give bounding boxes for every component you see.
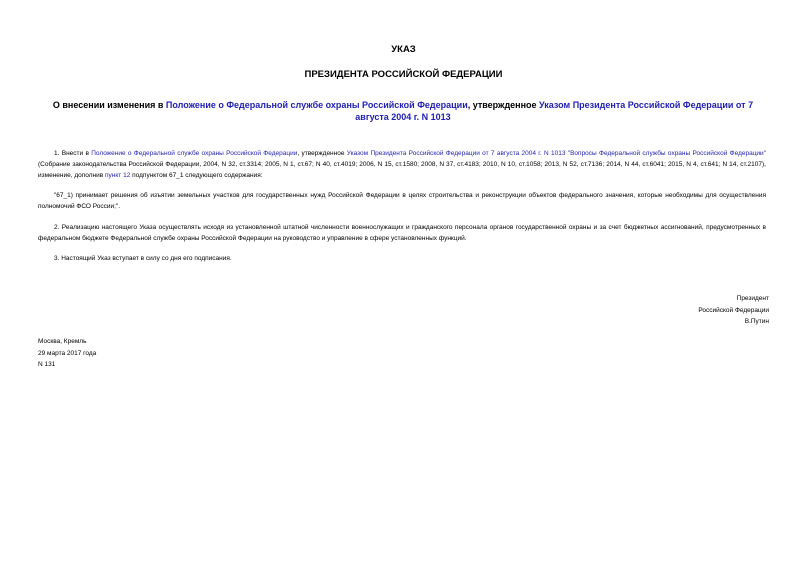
place-date-block (38, 336, 96, 371)
document-title: УКАЗ (391, 44, 416, 55)
subject-text-1: О внесении изменения в (52, 100, 166, 110)
document-issuer: ПРЕЗИДЕНТА РОССИЙСКОЙ ФЕДЕРАЦИИ (304, 69, 503, 80)
paragraph-3: 2. Реализацию настоящего Указа осуществлять исходя из установленной штатной численности военнослужащих и гражданского персонала органов государственной охраны и за счет бюджетных ассигнований, предусмотренных в федеральном бюджете Федеральной службе охраны Российской Федерации на руководство и управление в сфере установленных функций. (38, 224, 766, 243)
signature-name: В.Путин (744, 318, 769, 325)
paragraph-1 (38, 148, 766, 182)
paragraph-1-link-regulation[interactable]: Положение о Федеральной службе охраны Российской Федерации (91, 150, 298, 157)
signing-place: Москва, Кремль (38, 338, 87, 345)
paragraph-1-text-2: , утвержденное (297, 150, 347, 157)
paragraph-2: "67_1) принимает решения об изъятии земельных участков для государственных нужд Российской Федерации в целях строительства и реконструкции объектов федерального значения, которые необходимы для осуществления полномочий ФСО России;". (38, 192, 766, 211)
paragraph-1-text-4: подпунктом 67_1 следующего содержания: (130, 172, 263, 180)
document-number: N 131 (38, 361, 56, 368)
signature-block (698, 293, 769, 328)
document-subject (38, 99, 768, 123)
signature-country: Российской Федерации (698, 306, 769, 314)
paragraph-1-link-decree[interactable]: Указом Президента Российской Федерации от 7 августа 2004 г. N 1013 "Вопросы Федеральной службы охраны Российской Федерации" (346, 150, 766, 157)
signature-position: Президент (736, 295, 769, 302)
subject-link-regulation[interactable]: Положение о Федеральной службе охраны Российской Федерации (165, 100, 468, 110)
subject-link-decree[interactable]: Указом Президента Российской Федерации от 7 августа 2004 г. N 1013 (355, 100, 754, 122)
subject-text-2: , утвержденное (467, 100, 540, 110)
paragraph-4: 3. Настоящий Указ вступает в силу со дня его подписания. (54, 255, 232, 262)
paragraph-1-text-3: (Собрание законодательства Российской Федерации, 2004, N 32, ст.3314; 2005, N 1, ст.67; N 40, ст.4019; 2006, N 15, ст.1580; 2008, N 37, ст.4183; 2010, N 10, ст.1058; 2013, N 52, ст.7136; 2014, N 44, ст.6041; 2015, N 4, ст.641; N 14, ст.2107), изменение, дополнив (38, 161, 766, 180)
paragraph-1-text-1: 1. Внести в (54, 150, 92, 157)
signing-date: 29 марта 2017 года (38, 349, 97, 357)
paragraph-1-link-clause[interactable]: пункт 12 (105, 172, 131, 180)
